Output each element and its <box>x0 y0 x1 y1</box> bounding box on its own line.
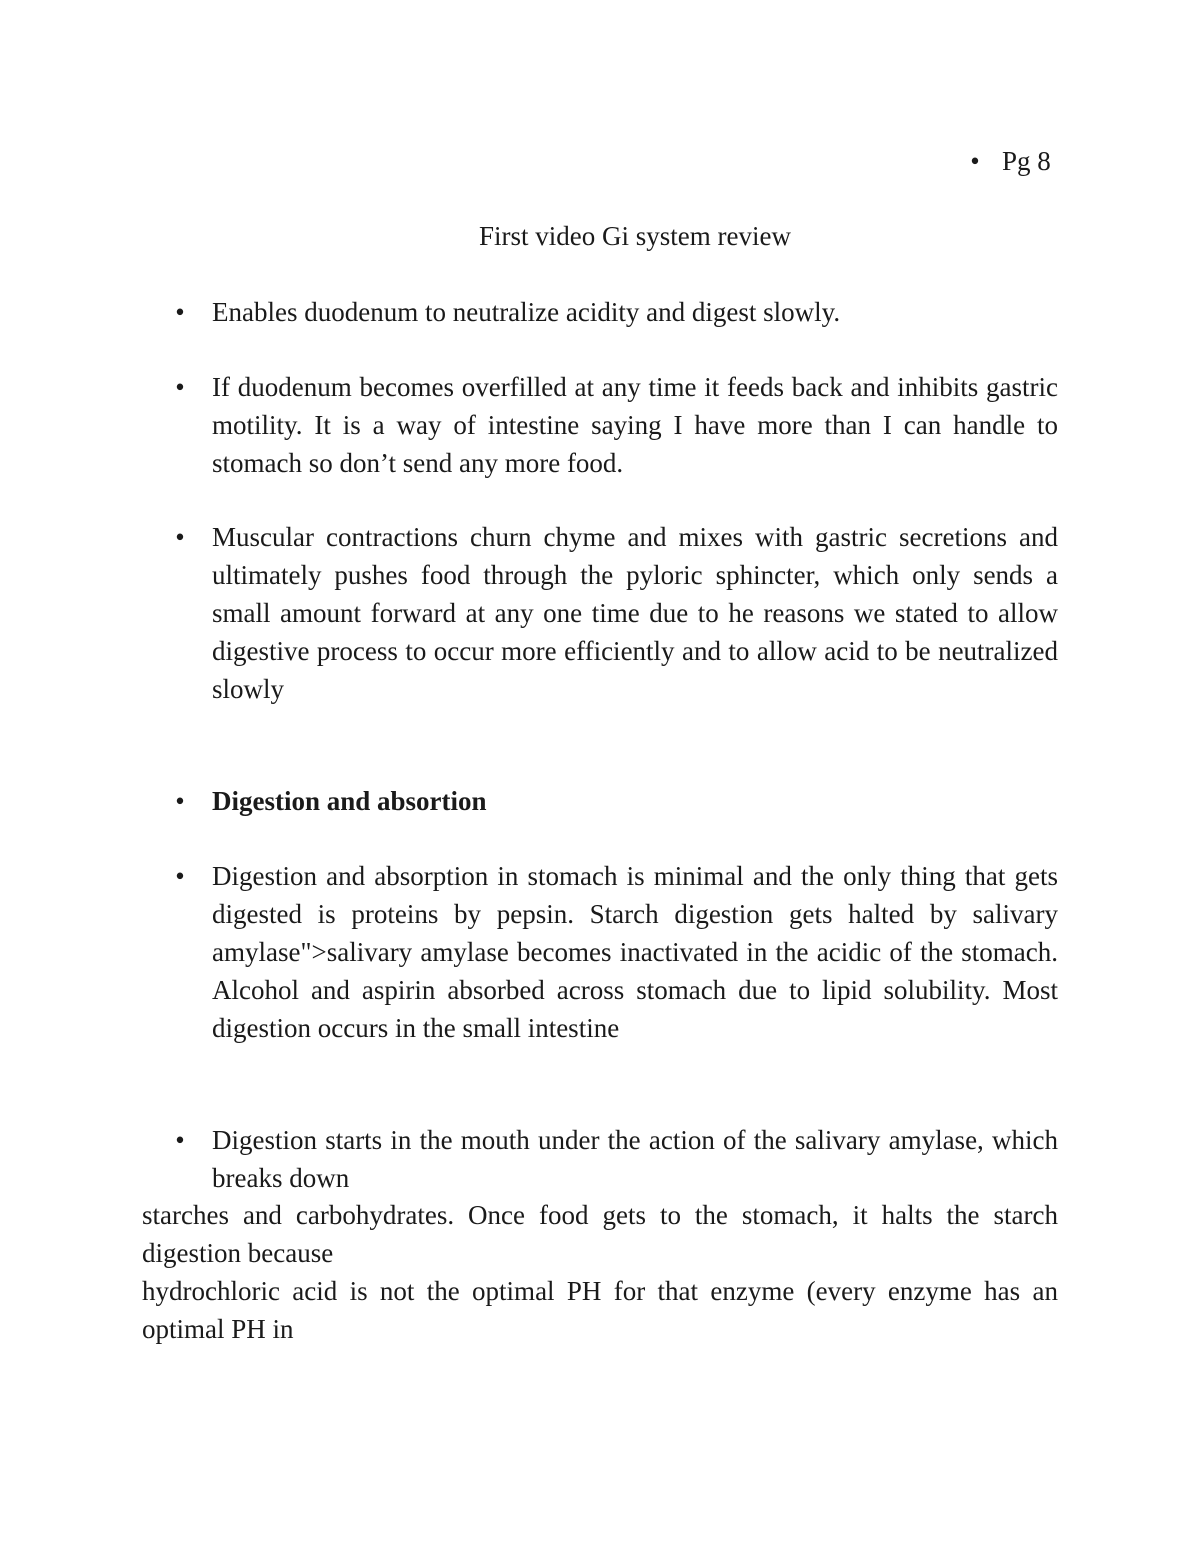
section-heading: Digestion and absortion <box>212 786 487 816</box>
list-item: Digestion and absorption in stomach is minimal and the only thing that gets digested is proteins by pepsin. Starch digestion gets halted by salivary amylase">salivary amylase becomes inactivated in the acidic of the stomach. Alcohol and aspirin absorbed across stomach due to lipid solubility. Most digestion occurs in the small intestine <box>212 861 1058 1043</box>
bullet-icon: • <box>175 786 185 816</box>
page-title: First video Gi system review <box>479 221 791 251</box>
list-item: If duodenum becomes overfilled at any time it feeds back and inhibits gastric motility. It is a way of intestine saying I have more than I can handle to stomach so don’t send any more food. <box>212 372 1058 478</box>
bullet-icon: • <box>175 297 185 327</box>
bullet-icon: • <box>175 1125 185 1155</box>
bullet-icon: • <box>175 372 185 402</box>
paragraph: starches and carbohydrates. Once food gets to the stomach, it halts the starch digestion because <box>142 1200 1058 1268</box>
bullet-icon: • <box>970 146 980 176</box>
bullet-icon: • <box>175 522 185 552</box>
list-item: Digestion starts in the mouth under the action of the salivary amylase, which breaks down <box>212 1125 1058 1193</box>
list-item: Enables duodenum to neutralize acidity and digest slowly. <box>212 297 841 327</box>
list-item: Muscular contractions churn chyme and mixes with gastric secretions and ultimately pushes food through the pyloric sphincter, which only sends a small amount forward at any one time due to he reasons we stated to allow digestive process to occur more efficiently and to allow acid to be neutralized slowly <box>212 522 1058 704</box>
paragraph: hydrochloric acid is not the optimal PH for that enzyme (every enzyme has an optimal PH in <box>142 1276 1058 1344</box>
bullet-icon: • <box>175 861 185 891</box>
page-number: Pg 8 <box>1002 146 1051 176</box>
